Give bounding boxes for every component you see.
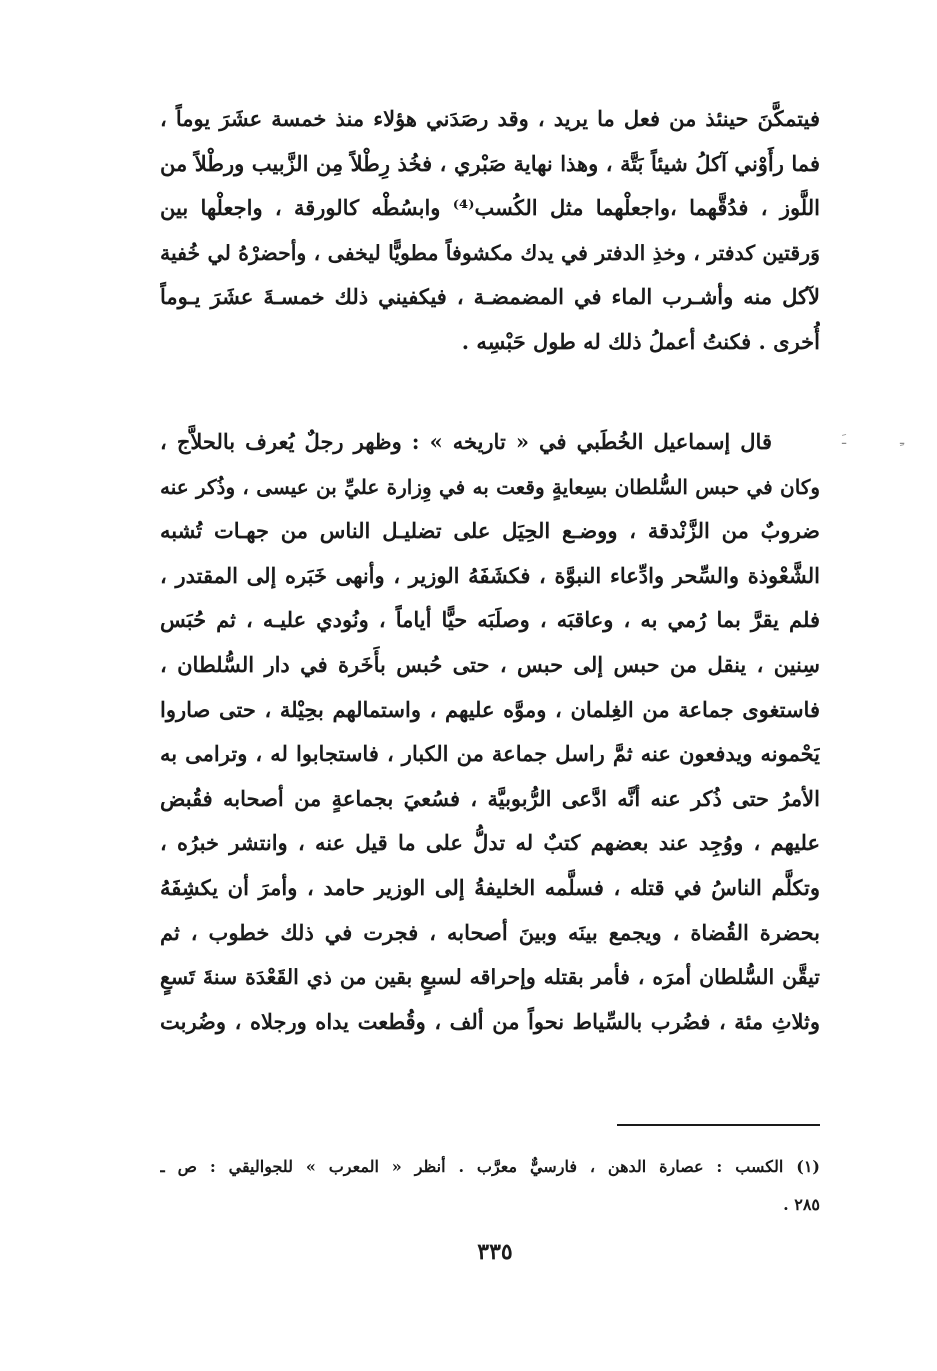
margin-mark: ـِ: [900, 432, 905, 448]
text-line: وَرقتين كدفتر ، وخذِ الدفتر في يدك مكشوفاً مطويًّا ليخفى ، وأحضرْهُ لي خُفية: [160, 240, 820, 265]
text-line: أُخرى . فكنتُ أعملُ ذلك له طول حَبْسِه .: [461, 328, 820, 354]
text-line: وكان في حبس السُّلطان بسِعايةٍ وقعت به في وِزارة عليِّ بن عيسى ، وذُكر عنه: [160, 474, 820, 499]
text-line: ضروبٌ من الزَّنْدقة ، ووضـع الحِيَل على تضليـل الناس من جهـات تُشبه: [160, 518, 820, 544]
text-line: الشَّعْوذة والسِّحر وادِّعاء النبوَّة ، فكشَفَهُ الوزير ، وأنهى خَبَره إلى المقتدر ،: [160, 562, 820, 588]
text-line: الأمرُ حتى ذُكر عنه أنَّه ادَّعى الرُّبوبيَّة ، فسُعيَ بجماعةٍ من أصحابه فقُبض: [160, 785, 820, 811]
text-line: قال إسماعيل الخُطَبي في « تاريخه » : وظهر رجلٌ يُعرف بالحلاَّج ،: [160, 429, 772, 454]
footnote: [160, 1148, 820, 1224]
text-line: فما رأَوْني آكلُ شيئاً بَتَّة ، وهذا نهاية صَبْري ، فخُذ رِطْلاً مِن الزَّبيب ورطْلاً من: [160, 150, 820, 176]
text-line: فاستغوى جماعة من الغِلمان ، وموَّه عليهم ، واستمالهم بحِيْلة ، حتى صاروا: [160, 696, 820, 722]
text-line: اللَّوز ، فدُقَّهما ،واجعلْهما مثل الكُسب⁽⁴⁾ وابسُطْه كالورقة ، واجعلْها بين: [160, 195, 820, 221]
text-line: عليهم ، ووُجِد عند بعضهم كتبٌ له تدلُّ على ما قيل عنه ، وانتشر خبرُه ،: [160, 830, 820, 856]
text-line: بحضرة القُضاة ، ويجمع بينَه وبينَ أصحابه ، فجرت في ذلك خطوب ، ثم: [160, 919, 820, 945]
text-line: تيقَّن السُّلطان أمرَه ، فأمر بقتله وإحراقه لسبعٍ بقين من ذي القَعْدَة سنةَ تَسعٍ: [160, 965, 820, 990]
footnote-line: (١) الكسب : عصارة الدهن ، فارسيٌّ معرَّب . أنظر « المعرب » للجواليقي : ص ـ: [160, 1157, 820, 1176]
text-line: فلم يقرَّ بما رُمي به ، وعاقبَه ، وصلَبَه حيًّا أياماً ، ونُودي عليـه ، ثم حُبَس: [160, 607, 820, 633]
text-line: وثلاثِ مئة ، فضُرب بالسِّياط نحواً من ألف ، وقُطعت يداه ورجلاه ، وضُربت: [160, 1008, 820, 1034]
paragraph-2: [160, 420, 820, 1044]
text-line: سِنين ، ينقل من حبس إلى حبس ، حتى حُبس بأَخَرة في دار السُّلطان ،: [160, 651, 820, 677]
text-line: فيتمكَّنَ حينئذ من فعل ما يريد ، وقد رصَدَني هؤلاء منذ خمسة عشَرَ يوماً ،: [160, 106, 820, 131]
text-line: لآكل منه وأشـرب الماء في المضمضـة ، فيكفيني ذلك خمسـةَ عشَرَ يـوماً: [160, 284, 820, 310]
footnote-separator: [617, 1124, 820, 1126]
page-number: ٣٣٥: [477, 1239, 513, 1265]
margin-mark: ـَ: [842, 432, 847, 448]
text-line: يَحْمونه ويدفعون عنه ثمَّ راسل جماعة من الكبار ، فاستجابوا له ، وترامى به: [160, 741, 820, 767]
text-line: وتكلَّم الناسُ في قتله ، فسلَّمه الخليفةُ إلى الوزير حامد ، وأمرَ أن يكشِفَهُ: [160, 874, 820, 900]
paragraph-1: [160, 97, 820, 365]
footnote-line: ٢٨٥ .: [783, 1195, 820, 1214]
